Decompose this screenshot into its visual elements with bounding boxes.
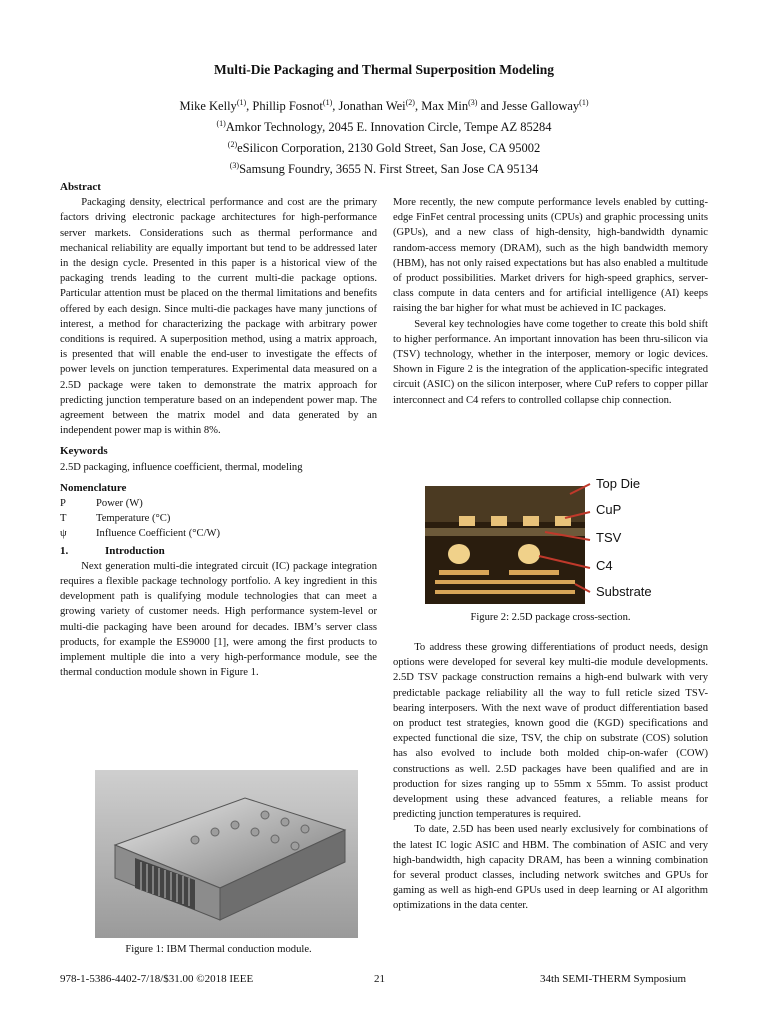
affiliation-text: Samsung Foundry, 3655 N. First Street, San Jose CA 95134 bbox=[239, 162, 539, 177]
affiliation-line bbox=[0, 136, 768, 157]
affiliation-mark: (1) bbox=[216, 119, 226, 129]
affiliation-text: Amkor Technology, 2045 E. Innovation Circle, Tempe AZ 85284 bbox=[225, 120, 552, 135]
nomenclature-description: Temperature (°C) bbox=[96, 513, 171, 525]
package-cross-section-illustration bbox=[425, 466, 680, 610]
nomenclature-symbol: ψ bbox=[60, 528, 67, 540]
body-paragraph: More recently, the new compute performance levels enabled by cutting-edge FinFet central processing units (CPUs) and graphic processing units (GPUs), and a new class of high-density, high-bandwidth dynamic random-access memory (DRAM), such as the high bandwidth memory (HBM), has not only raised expectations but has also enabled a multitude of product possibilities. Market drivers for high-speed graphics, server-class compute in data centers and for artificial intelligence (AI) keeps raising the bar higher for what must be achieved in IC packages. bbox=[393, 197, 708, 315]
page-number: 21 bbox=[374, 973, 385, 985]
figure-2-image bbox=[425, 466, 680, 610]
affiliation-text: eSilicon Corporation, 2130 Gold Street, San Jose, CA 95002 bbox=[237, 141, 541, 156]
right-column bbox=[393, 195, 708, 408]
abstract-heading: Abstract bbox=[60, 181, 101, 193]
abstract-text: Packaging density, electrical performance and cost are the primary factors driving electronic package architectures for high-performance server markets. Considerations such as thermal performance and mechanical reliability are equally important but tend to be addressed later in the design cycle. Presented in this paper is a historical view of the packaging trends leading to the current multi-die package options. Particular attention must be placed on the thermal limitations and benefits offered by each design. Since multi-die packages have many junctions of interest, a method for characterizing the package with arbitrary power conditions is required. A superposition method, using a matrix approach, is presented that will enable the end-user to investigate the effects of power levels on junction temperatures. Experimental data measured on a 2.5D package were taken to demonstrate the matrix approach for predicting junction temperature based on an independent power map. The agreement between the matrix model and data generated by an independent power map is within 8%. bbox=[60, 197, 377, 437]
section-title: Introduction bbox=[105, 544, 165, 557]
author-line: Mike Kelly$^{(1)}$, Phillip Fosnot$^{(1)}$, Jonathan Wei$^{(2)}$, Max Min$^{(3)}$ and Jesse Galloway$^{(1)}$ bbox=[179, 98, 589, 114]
affiliation-line bbox=[0, 157, 768, 178]
section-number: 1. bbox=[60, 544, 69, 557]
figure-2-label-cup: CuP bbox=[596, 502, 622, 517]
author-name: Mike Kelly bbox=[179, 99, 237, 114]
nomenclature-description: Power (W) bbox=[96, 498, 143, 510]
nomenclature-row bbox=[60, 526, 377, 541]
nomenclature-description: Influence Coefficient (°C/W) bbox=[96, 528, 221, 540]
author-name: Max Min bbox=[421, 99, 469, 114]
author-affiliation-mark: (1) bbox=[322, 98, 333, 107]
figure-1-image bbox=[95, 770, 358, 938]
figure-2-label-substrate: Substrate bbox=[596, 584, 652, 599]
author-name: Jesse Galloway bbox=[501, 99, 580, 114]
figure-2-caption: Figure 2: 2.5D package cross-section. bbox=[470, 612, 631, 623]
right-column-lower bbox=[393, 640, 708, 914]
body-paragraph: Several key technologies have come together to create this bold shift to higher performance. An important innovation has been thru-silicon via (TSV) technology, whether in the interposer, memory or logic devices. Shown in Figure 2 is the integration of the application-specific integrated circuit (ASIC) on the silicon interposer, where CuP refers to copper pillar interconnect and C4 refers to controlled collapse chip connection. bbox=[393, 318, 708, 406]
keywords-text: 2.5D packaging, influence coefficient, thermal, modeling bbox=[60, 461, 303, 473]
affiliation-line bbox=[0, 115, 768, 136]
keywords-heading: Keywords bbox=[60, 445, 108, 458]
author-affiliation-mark: (2) bbox=[405, 98, 415, 107]
nomenclature-symbol: T bbox=[60, 513, 67, 525]
figure-1-caption: Figure 1: IBM Thermal conduction module. bbox=[125, 944, 312, 955]
author-affiliation-mark: (1) bbox=[236, 98, 247, 107]
nomenclature-row bbox=[60, 496, 377, 511]
author-name: Phillip Fosnot bbox=[252, 99, 323, 114]
body-paragraph: To date, 2.5D has been used nearly exclusively for combinations of the latest IC logic ASIC and HBM. The combination of ASIC and very high-bandwidth, high capacity DRAM, has been a winning combination for several product classes, including network switches and GPUs for gaming as well as high-end GPUs used in deep learning or AI algorithm optimizations in the data center. bbox=[393, 824, 708, 912]
body-paragraph: To address these growing differentiations of product needs, design options were developed for several key multi-die module developments. 2.5D TSV package construction remains a high-end bulwark with very predictable package reliability all the way to full reticle sized TSV-bearing interposers. With the next wave of product differentiation based on product test strategies, known good die (KGD) specifications and expected functional die size, TSV, the chip on substrate (COS) solution has also evolved to include both molded chip-on-wafer (COW) constructions as well. 2.5D packages have been qualified and are in production for sizes ranging up to 55mm x 55mm. To assist product development using these advanced features, a reliable means for predicting junction temperatures is required. bbox=[393, 642, 708, 821]
thermal-conduction-module-illustration bbox=[95, 770, 358, 938]
author-affiliation-mark: (1) bbox=[579, 98, 589, 107]
affiliation-mark: (3) bbox=[229, 161, 240, 171]
author-affiliation-mark: (3) bbox=[468, 98, 478, 107]
nomenclature-row bbox=[60, 511, 377, 526]
figure-2-label-tsv: TSV bbox=[596, 530, 622, 545]
section-heading-introduction bbox=[60, 544, 377, 559]
author-block bbox=[0, 94, 768, 179]
paper-title: Multi-Die Packaging and Thermal Superposition Modeling bbox=[214, 62, 554, 77]
figure-2-label-c4: C4 bbox=[596, 558, 613, 573]
author-name: Jonathan Wei bbox=[338, 99, 406, 114]
nomenclature-symbol: P bbox=[60, 498, 66, 510]
introduction-text: Next generation multi-die integrated circuit (IC) package integration requires a flexible package technology portfolio. A key ingredient in this development path is qualifying module technologies that can meet a growing variety of customer needs. High performance system-level or multi-die packaging have been around for decades. IBM’s server class products, for example the ES9000 [1], were among the first products to implement multiple die into a very high-performance module, see the thermal conduction module shown in Figure 1. bbox=[60, 560, 377, 679]
footer-isbn: 978-1-5386-4402-7/18/$31.00 ©2018 IEEE bbox=[60, 973, 254, 985]
figure-2-label-top-die: Top Die bbox=[596, 476, 641, 491]
affiliation-mark: (2) bbox=[227, 140, 238, 150]
nomenclature-heading: Nomenclature bbox=[60, 481, 127, 494]
left-column bbox=[60, 180, 377, 681]
footer-conference: 34th SEMI-THERM Symposium bbox=[540, 973, 687, 985]
